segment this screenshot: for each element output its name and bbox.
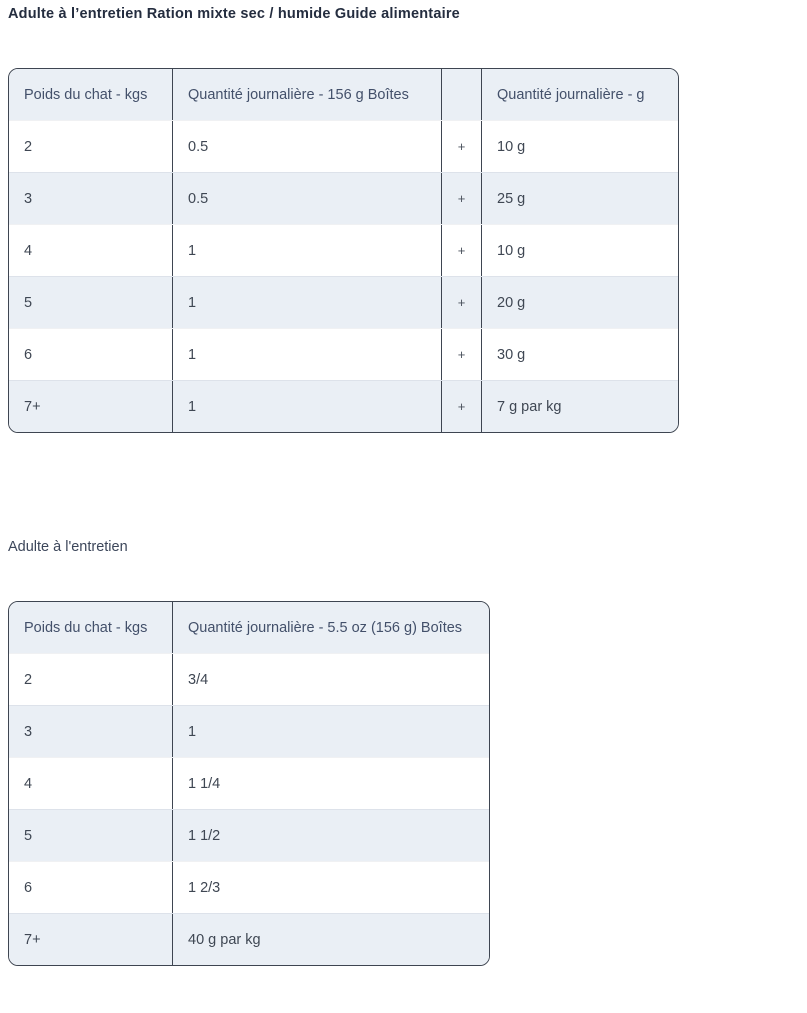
table-row: [9, 653, 489, 705]
cell-weight: 2: [9, 121, 173, 172]
table-row: [9, 809, 489, 861]
table-row: [9, 705, 489, 757]
cell-cans: 0.5: [173, 121, 442, 172]
table-header-row: [9, 69, 678, 120]
cell-weight: 7+: [9, 914, 173, 965]
header-cell-weight: Poids du chat - kgs: [9, 602, 173, 653]
cell-weight: 3: [9, 173, 173, 224]
cell-plus: +: [442, 277, 482, 328]
table-header-row: [9, 602, 489, 653]
cell-cans: 0.5: [173, 173, 442, 224]
cell-cans: 40 g par kg: [188, 931, 261, 948]
header-cell-plus: [442, 69, 482, 120]
cell-plus: +: [442, 329, 482, 380]
table-row: [9, 224, 678, 276]
cell-weight: 4: [9, 225, 173, 276]
cell-cans: 1: [188, 723, 197, 740]
cell-grams: 25 g: [497, 190, 526, 207]
cell-plus: +: [442, 173, 482, 224]
cell-cans: 1: [173, 329, 442, 380]
cell-weight: 6: [9, 862, 173, 913]
cell-weight: 7+: [9, 381, 173, 432]
feeding-table-wet: [8, 601, 490, 966]
cell-cans: 1 1/4: [188, 775, 221, 792]
cell-weight: 2: [9, 654, 173, 705]
cell-plus: +: [442, 225, 482, 276]
cell-grams: 30 g: [497, 346, 526, 363]
header-cell-cans: Quantité journalière - 156 g Boîtes: [173, 69, 442, 120]
header-cell-grams: Quantité journalière - g: [497, 86, 645, 103]
table-row: [9, 120, 678, 172]
cell-cans: 1: [173, 381, 442, 432]
page-title: Adulte à l’entretien Ration mixte sec / humide Guide alimentaire: [8, 6, 460, 22]
cell-plus: +: [442, 381, 482, 432]
table-row: [9, 861, 489, 913]
header-cell-cans: Quantité journalière - 5.5 oz (156 g) Boîtes: [188, 619, 463, 636]
cell-plus: +: [442, 121, 482, 172]
table-row: [9, 757, 489, 809]
cell-weight: 3: [9, 706, 173, 757]
section-title: Adulte à l'entretien: [8, 539, 128, 555]
feeding-table-mixed: [8, 68, 679, 433]
cell-grams: 10 g: [497, 242, 526, 259]
cell-cans: 1: [173, 277, 442, 328]
table-row: [9, 913, 489, 965]
table-row: [9, 172, 678, 224]
cell-weight: 4: [9, 758, 173, 809]
cell-grams: 10 g: [497, 138, 526, 155]
cell-weight: 6: [9, 329, 173, 380]
cell-weight: 5: [9, 277, 173, 328]
header-cell-weight: Poids du chat - kgs: [9, 69, 173, 120]
cell-grams: 20 g: [497, 294, 526, 311]
table-row: [9, 380, 678, 432]
cell-cans: 1: [173, 225, 442, 276]
cell-cans: 1 2/3: [188, 879, 221, 896]
cell-cans: 1 1/2: [188, 827, 221, 844]
cell-weight: 5: [9, 810, 173, 861]
table-row: [9, 276, 678, 328]
cell-grams: 7 g par kg: [497, 398, 562, 415]
cell-cans: 3/4: [188, 671, 209, 688]
table-row: [9, 328, 678, 380]
